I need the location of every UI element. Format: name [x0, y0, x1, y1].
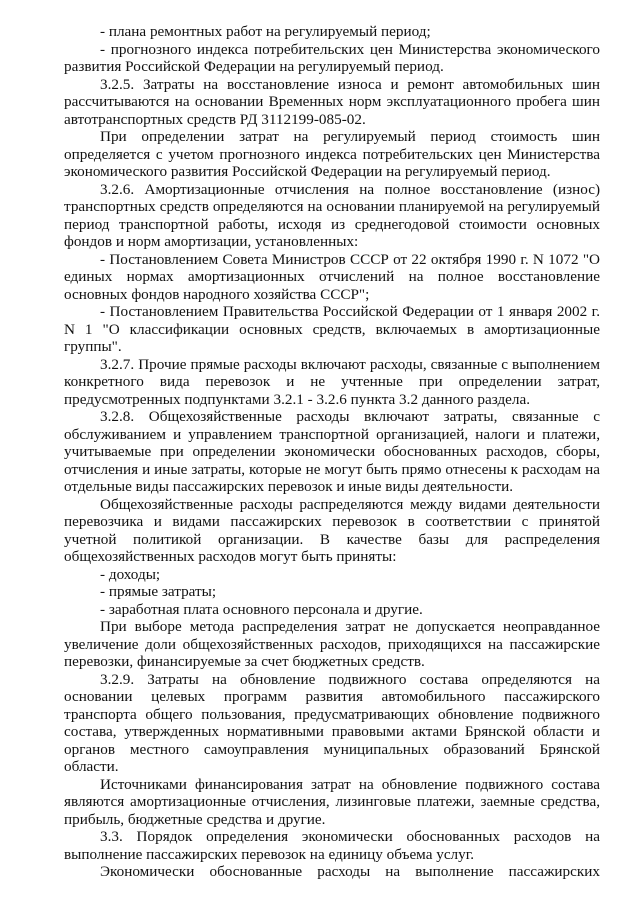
paragraph-repair-plan: - плана ремонтных работ на регулируемый период; — [100, 23, 431, 40]
paragraph-cpi-forecast: - прогнозного индекса потребительских цен Министерства экономического развития Российской Федерации на регулируемый период. — [64, 40, 600, 75]
paragraph-funding-sources: Источниками финансирования затрат на обновление подвижного состава являются амортизационные отчисления, лизинговые платежи, заемные средства, прибыль, бюджетные средства и другие. — [64, 775, 600, 828]
paragraph-ussr-decree: - Постановлением Совета Министров СССР от 22 октября 1990 г. N 1072 "О единых нормах амортизационных отчислений на полное восстановление основных фондов народного хозяйства СССР"; — [64, 250, 600, 303]
paragraph-overhead-distribution: Общехозяйственные расходы распределяются между видами деятельности перевозчика и видами пассажирских перевозок в соответствии с принятой учетной политикой организации. В качестве базы для распределения общехозяйственных расходов могут быть приняты: — [64, 495, 600, 565]
list-item-wages: - заработная плата основного персонала и другие. — [100, 600, 423, 618]
paragraph-method-choice: При выборе метода распределения затрат не допускается неоправданное увеличение доли общехозяйственных расходов, приходящихся на пассажирские перевозки, финансируемые за счет бюджетных средств. — [64, 618, 600, 670]
paragraph-3-2-6: 3.2.6. Амортизационные отчисления на полное восстановление (износ) транспортных средств определяются на основании планируемой на регулируемый период транспортной работы, исходя из среднегодовой стоимости основных фондов и норм амортизации, установленных: — [64, 180, 600, 250]
paragraph-rf-decree: - Постановлением Правительства Российской Федерации от 1 января 2002 г. N 1 "О классификации основных средств, включаемых в амортизационные группы". — [64, 303, 600, 355]
paragraph-economic-expenses: Экономически обоснованные расходы на выполнение пассажирских — [100, 863, 600, 880]
paragraph-3-2-8: 3.2.8. Общехозяйственные расходы включают затраты, связанные с обслуживанием и управлением транспортной организацией, налоги и платежи, учитываемые при определении экономически обоснованных расходов, сборы, отчисления и иные затраты, которые не могут быть прямо отнесены к расходам на отдельные виды пассажирских перевозок и иные виды деятельности. — [64, 408, 600, 495]
paragraph-3-2-7: 3.2.7. Прочие прямые расходы включают расходы, связанные с выполнением конкретного вида перевозок и не учтенные при определении затрат, предусмотренных подпунктами 3.2.1 - 3.2.6 пункта 3.2 данного раздела. — [64, 355, 600, 408]
paragraph-3-2-9: 3.2.9. Затраты на обновление подвижного состава определяются на основании целевых программ развития автомобильного пассажирского транспорта общего пользования, предусматривающих обновление подвижного состава, утвержденных нормативными правовыми актами Брянской области и органов местного самоуправления муниципальных образований Брянской области. — [64, 670, 600, 775]
list-item-direct-costs: - прямые затраты; — [100, 583, 217, 600]
paragraph-tire-cost: При определении затрат на регулируемый период стоимость шин определяется с учетом прогнозного индекса потребительских цен Министерства экономического развития Российской Федерации на регулируемый период. — [64, 128, 600, 180]
paragraph-3-3: 3.3. Порядок определения экономически обоснованных расходов на выполнение пассажирских перевозок на единицу объема услуг. — [64, 828, 600, 863]
paragraph-3-2-5: 3.2.5. Затраты на восстановление износа и ремонт автомобильных шин рассчитываются на основании Временных норм эксплуатационного пробега шин автотранспортных средств РД 3112199-085-02. — [64, 75, 600, 128]
list-item-income: - доходы; — [100, 565, 161, 583]
